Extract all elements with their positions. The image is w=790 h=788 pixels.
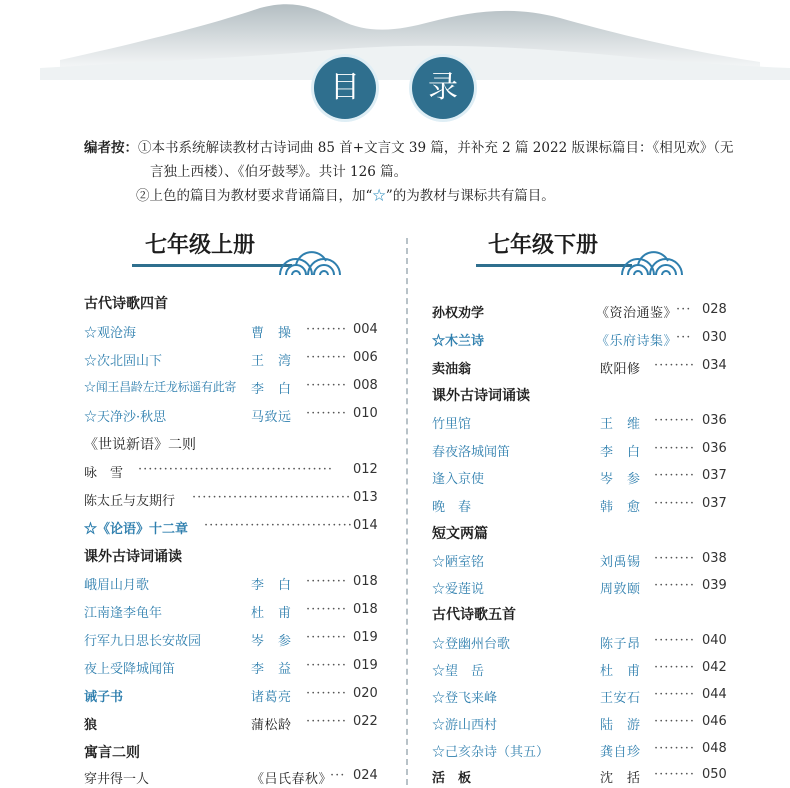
grade-title-left: 七年级上册 bbox=[145, 232, 256, 258]
toc-row[interactable] bbox=[432, 302, 732, 322]
section-heading: 古代诗歌五首 bbox=[432, 607, 516, 623]
toc-row[interactable] bbox=[84, 350, 384, 370]
toc-title: 逢入京使 bbox=[432, 472, 485, 487]
toc-page: 037 bbox=[702, 468, 727, 483]
toc-title: 诫子书 bbox=[84, 690, 124, 705]
toc-row[interactable] bbox=[84, 490, 384, 510]
toc-leader: ········ bbox=[654, 714, 696, 729]
toc-leader: ········ bbox=[654, 687, 696, 702]
toc-row[interactable] bbox=[432, 358, 732, 378]
editor-note-text3b: ”的为教材与课标共有篇目。 bbox=[385, 188, 555, 204]
toc-title: ☆登幽州台歌 bbox=[432, 637, 511, 652]
toc-leader: ········ bbox=[654, 413, 696, 428]
toc-row[interactable] bbox=[432, 741, 732, 761]
toc-page: 019 bbox=[353, 658, 378, 673]
toc-title: ☆己亥杂诗（其五） bbox=[432, 745, 550, 760]
toc-row[interactable] bbox=[432, 551, 732, 571]
toc-title: 行军九日思长安故园 bbox=[84, 634, 202, 649]
toc-leader: ········ bbox=[306, 322, 348, 337]
toc-page: 034 bbox=[702, 358, 727, 373]
toc-page: 046 bbox=[702, 714, 727, 729]
section-heading: 寓言二则 bbox=[84, 745, 140, 761]
toc-row[interactable] bbox=[84, 378, 384, 398]
grade-underline-left bbox=[132, 264, 292, 267]
grade-title-right: 七年级下册 bbox=[488, 232, 599, 258]
toc-leader: ········ bbox=[654, 358, 696, 373]
toc-page: 036 bbox=[702, 413, 727, 428]
toc-author: 《乐府诗集》 bbox=[596, 334, 678, 349]
toc-title: ☆木兰诗 bbox=[432, 334, 485, 349]
toc-title: 咏 雪 bbox=[84, 466, 124, 481]
wave-ornament-right-icon bbox=[618, 247, 690, 277]
toc-author: 沈 括 bbox=[600, 771, 641, 786]
toc-row[interactable] bbox=[84, 714, 384, 734]
toc-row[interactable] bbox=[432, 714, 732, 734]
section-heading: 课外古诗词诵读 bbox=[84, 549, 182, 565]
toc-page: 012 bbox=[353, 462, 378, 477]
toc-author: 周敦颐 bbox=[600, 582, 641, 597]
toc-leader: ········ bbox=[306, 350, 348, 365]
toc-author: 欧阳修 bbox=[600, 362, 641, 377]
toc-row[interactable] bbox=[432, 687, 732, 707]
toc-leader: ········ bbox=[306, 602, 348, 617]
toc-page: 004 bbox=[353, 322, 378, 337]
toc-title: ☆观沧海 bbox=[84, 326, 137, 341]
editor-note-line3 bbox=[136, 184, 555, 204]
toc-title: 晚 春 bbox=[432, 500, 472, 515]
toc-author: 李 白 bbox=[251, 382, 292, 397]
toc-page: 022 bbox=[353, 714, 378, 729]
title-char-lu: 录 bbox=[412, 57, 474, 119]
toc-title: ☆天净沙·秋思 bbox=[84, 410, 167, 425]
grade-underline-right bbox=[476, 264, 632, 267]
toc-row[interactable] bbox=[432, 441, 732, 461]
toc-author: 诸葛亮 bbox=[251, 690, 292, 705]
toc-leader: ········ bbox=[306, 378, 348, 393]
toc-page: 036 bbox=[702, 441, 727, 456]
toc-leader: ····························· bbox=[204, 518, 353, 533]
toc-author: 陈子昂 bbox=[600, 637, 641, 652]
editor-note-text3a: ②上色的篇目为教材要求背诵篇目，加“ bbox=[136, 188, 373, 204]
toc-row[interactable] bbox=[84, 602, 384, 622]
toc-page: 014 bbox=[353, 518, 378, 533]
toc-leader: ········ bbox=[654, 551, 696, 566]
toc-title: 江南逢李龟年 bbox=[84, 606, 163, 621]
toc-page: 020 bbox=[353, 686, 378, 701]
toc-page: 042 bbox=[702, 660, 727, 675]
toc-title: ☆陋室铭 bbox=[432, 555, 485, 570]
toc-leader: ··· bbox=[330, 768, 346, 783]
toc-title: ☆爱莲说 bbox=[432, 582, 485, 597]
toc-title: 穿井得一人 bbox=[84, 772, 150, 787]
toc-title: 峨眉山月歌 bbox=[84, 578, 150, 593]
toc-title: ☆《论语》十二章 bbox=[84, 522, 189, 537]
toc-leader: ········ bbox=[306, 686, 348, 701]
toc-leader: ········ bbox=[654, 468, 696, 483]
section-heading: 课外古诗词诵读 bbox=[432, 388, 530, 404]
toc-leader: ········ bbox=[654, 441, 696, 456]
toc-row[interactable] bbox=[84, 768, 384, 788]
toc-title: ☆次北固山下 bbox=[84, 354, 163, 369]
toc-title: 陈太丘与友期行 bbox=[84, 494, 176, 509]
section-heading: 古代诗歌四首 bbox=[84, 296, 168, 312]
toc-leader: ········ bbox=[654, 578, 696, 593]
toc-page: 037 bbox=[702, 496, 727, 511]
toc-author: 曹 操 bbox=[251, 326, 292, 341]
toc-page: 010 bbox=[353, 406, 378, 421]
toc-page: 048 bbox=[702, 741, 727, 756]
editor-note-label: 编者按： bbox=[84, 140, 138, 156]
column-divider bbox=[406, 238, 408, 785]
toc-row[interactable] bbox=[432, 496, 732, 516]
toc-author: 刘禹锡 bbox=[600, 555, 641, 570]
toc-author: 《吕氏春秋》 bbox=[251, 772, 333, 787]
grade-header-left bbox=[145, 228, 255, 259]
toc-row[interactable] bbox=[432, 633, 732, 653]
toc-page: 008 bbox=[353, 378, 378, 393]
toc-row[interactable] bbox=[84, 518, 384, 538]
toc-page: 039 bbox=[702, 578, 727, 593]
wave-ornament-left-icon bbox=[276, 247, 348, 277]
toc-page: 024 bbox=[353, 768, 378, 783]
toc-title: 竹里馆 bbox=[432, 417, 472, 432]
grade-header-right bbox=[488, 228, 598, 259]
toc-author: 杜 甫 bbox=[251, 606, 292, 621]
mountain-decoration bbox=[0, 0, 790, 90]
toc-author: 李 白 bbox=[251, 578, 292, 593]
toc-author: 杜 甫 bbox=[600, 664, 641, 679]
toc-author: 岑 参 bbox=[251, 634, 292, 649]
toc-leader: ······································ bbox=[138, 462, 334, 477]
toc-title: 夜上受降城闻笛 bbox=[84, 662, 176, 677]
toc-author: 韩 愈 bbox=[600, 500, 641, 515]
section-heading: 短文两篇 bbox=[432, 526, 488, 542]
toc-page: 019 bbox=[353, 630, 378, 645]
editor-note-line1 bbox=[84, 136, 733, 156]
toc-row[interactable] bbox=[432, 578, 732, 598]
toc-row[interactable] bbox=[84, 322, 384, 342]
toc-author: 马致远 bbox=[251, 410, 292, 425]
toc-leader: ········ bbox=[654, 767, 696, 782]
toc-leader: ··· bbox=[676, 330, 692, 345]
toc-row[interactable] bbox=[432, 413, 732, 433]
toc-page: 030 bbox=[702, 330, 727, 345]
toc-author: 龚自珍 bbox=[600, 745, 641, 760]
toc-row[interactable] bbox=[432, 767, 732, 787]
toc-title: 狼 bbox=[84, 718, 98, 733]
star-icon: ☆ bbox=[372, 188, 386, 204]
toc-title: ☆游山西村 bbox=[432, 718, 498, 733]
toc-page: 040 bbox=[702, 633, 727, 648]
toc-title: ☆登飞来峰 bbox=[432, 691, 498, 706]
toc-page: 038 bbox=[702, 551, 727, 566]
toc-row[interactable] bbox=[84, 686, 384, 706]
toc-title: 活 板 bbox=[432, 771, 472, 786]
editor-note-line2: 言独上西楼）、《伯牙鼓琴》。共计 126 篇。 bbox=[150, 164, 408, 180]
toc-page: 044 bbox=[702, 687, 727, 702]
toc-row[interactable] bbox=[432, 660, 732, 680]
toc-leader: ········ bbox=[306, 658, 348, 673]
toc-row[interactable] bbox=[84, 406, 384, 426]
toc-leader: ········ bbox=[306, 630, 348, 645]
toc-author: 蒲松龄 bbox=[251, 718, 292, 733]
toc-page: 013 bbox=[353, 490, 378, 505]
toc-author: 陆 游 bbox=[600, 718, 641, 733]
toc-leader: ········ bbox=[654, 496, 696, 511]
toc-title: 孙权劝学 bbox=[432, 306, 485, 321]
toc-page: 050 bbox=[702, 767, 727, 782]
toc-title: ☆望 岳 bbox=[432, 664, 485, 679]
toc-title: ☆闻王昌龄左迁龙标遥有此寄 bbox=[84, 380, 237, 394]
toc-row[interactable] bbox=[84, 630, 384, 650]
toc-leader: ··· bbox=[676, 302, 692, 317]
toc-leader: ······························· bbox=[192, 490, 352, 505]
toc-author: 李 益 bbox=[251, 662, 292, 677]
toc-page: 006 bbox=[353, 350, 378, 365]
toc-author: 王安石 bbox=[600, 691, 641, 706]
toc-leader: ········ bbox=[654, 633, 696, 648]
toc-title: 春夜洛城闻笛 bbox=[432, 445, 511, 460]
toc-author: 王 湾 bbox=[251, 354, 292, 369]
toc-author: 王 维 bbox=[600, 417, 641, 432]
toc-author: 岑 参 bbox=[600, 472, 641, 487]
toc-author: 《资治通鉴》 bbox=[596, 306, 678, 321]
toc-row[interactable] bbox=[84, 574, 384, 594]
toc-leader: ········ bbox=[654, 741, 696, 756]
toc-row[interactable] bbox=[84, 658, 384, 678]
toc-leader: ········ bbox=[306, 406, 348, 421]
toc-leader: ········ bbox=[306, 714, 348, 729]
toc-page: 018 bbox=[353, 602, 378, 617]
toc-row[interactable] bbox=[432, 330, 732, 350]
toc-row[interactable] bbox=[84, 462, 384, 482]
section-heading: 《世说新语》二则 bbox=[84, 437, 196, 453]
toc-author: 李 白 bbox=[600, 445, 641, 460]
toc-page: 018 bbox=[353, 574, 378, 589]
title-char-mu: 目 bbox=[314, 57, 376, 119]
toc-title: 卖油翁 bbox=[432, 362, 472, 377]
editor-note-text1: ①本书系统解读教材古诗词曲 85 首+文言文 39 篇，并补充 2 篇 2022 版课标篇目：《相见欢》（无 bbox=[138, 140, 734, 156]
toc-row[interactable] bbox=[432, 468, 732, 488]
toc-leader: ········ bbox=[654, 660, 696, 675]
toc-page: 028 bbox=[702, 302, 727, 317]
toc-leader: ········ bbox=[306, 574, 348, 589]
